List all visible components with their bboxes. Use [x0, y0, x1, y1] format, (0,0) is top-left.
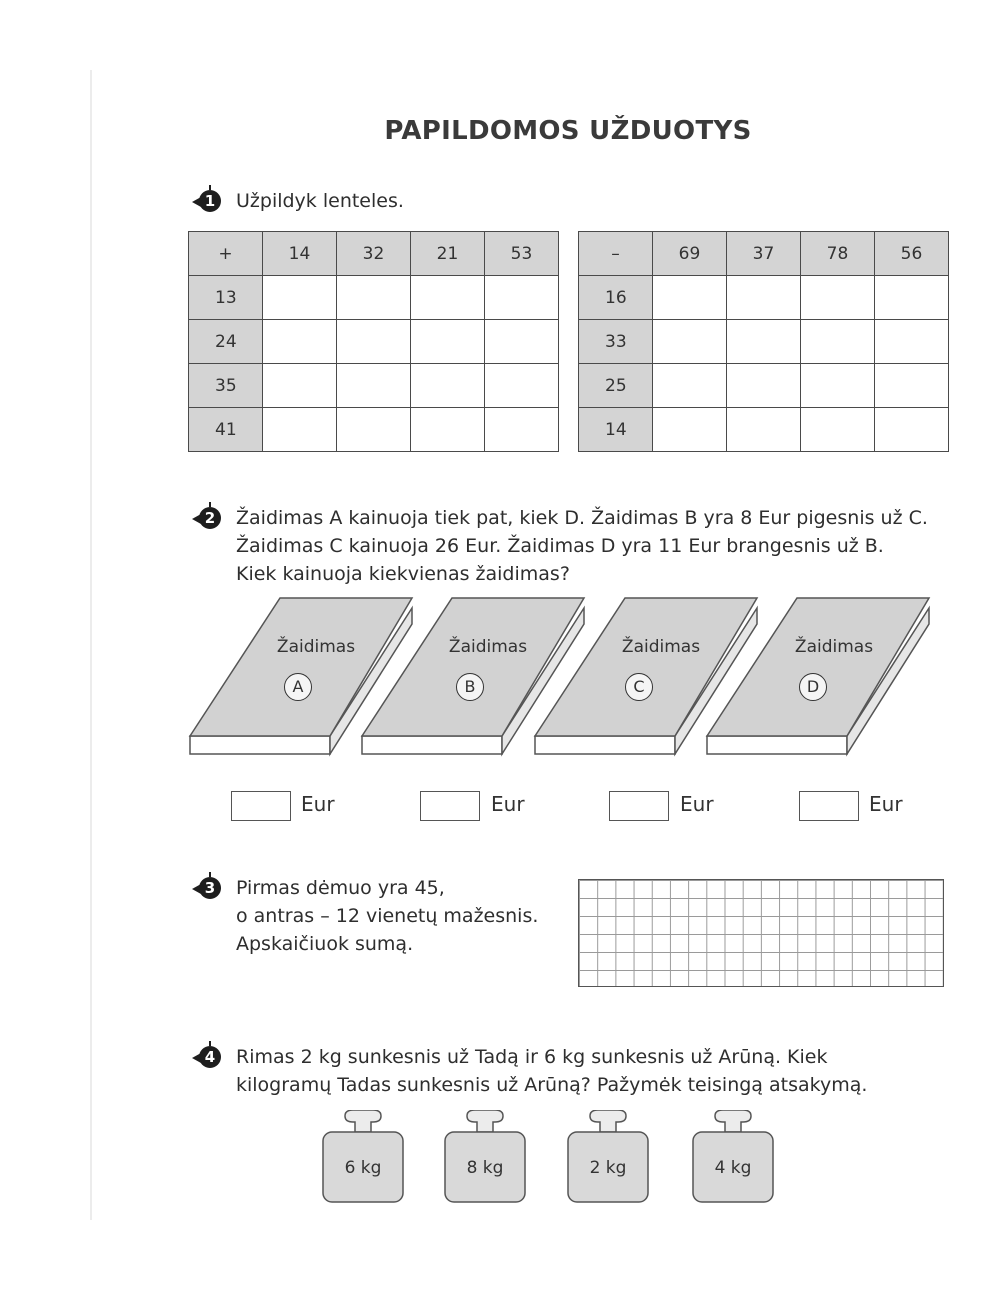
subtraction-row-header: 25: [579, 364, 653, 408]
answer-cell[interactable]: [875, 408, 949, 452]
answer-cell[interactable]: [801, 276, 875, 320]
currency-label: Eur: [491, 792, 525, 816]
answer-cell[interactable]: [411, 408, 485, 452]
currency-label: Eur: [869, 792, 903, 816]
game-label: Žaidimas: [621, 637, 701, 657]
currency-label: Eur: [680, 792, 714, 816]
weight-option[interactable]: 6 kg: [344, 1158, 382, 1178]
game-letter-circle: B: [456, 673, 484, 701]
game-letter-circle: A: [284, 673, 312, 701]
answer-cell[interactable]: [875, 320, 949, 364]
weight-icon: [568, 1110, 648, 1202]
game-letter-circle: C: [625, 673, 653, 701]
task-1-instruction: Užpildyk lenteles.: [236, 190, 404, 212]
task-4-line: Rimas 2 kg sunkesnis už Tadą ir 6 kg sunkesnis už Arūną. Kiek: [236, 1046, 828, 1068]
task-3-line: o antras – 12 vienetų mažesnis.: [236, 905, 539, 927]
subtraction-col-header: 56: [875, 232, 949, 276]
page-title: PAPILDOMOS UŽDUOTYS: [384, 116, 752, 146]
subtraction-operator: –: [579, 232, 653, 276]
answer-cell[interactable]: [727, 408, 801, 452]
answer-cell[interactable]: [411, 320, 485, 364]
price-answer-box-d[interactable]: [799, 791, 859, 821]
game-letter-circle: D: [799, 673, 827, 701]
weight-option[interactable]: 8 kg: [466, 1158, 504, 1178]
addition-row-header: 35: [189, 364, 263, 408]
answer-cell[interactable]: [727, 276, 801, 320]
answer-cell[interactable]: [411, 364, 485, 408]
price-answer-box-c[interactable]: [609, 791, 669, 821]
answer-cell[interactable]: [653, 320, 727, 364]
game-label: Žaidimas: [276, 637, 356, 657]
task-2-line: Žaidimas C kainuoja 26 Eur. Žaidimas D yra 11 Eur brangesnis už B.: [236, 535, 884, 557]
subtraction-row-header: 14: [579, 408, 653, 452]
answer-cell[interactable]: [801, 364, 875, 408]
answer-cell[interactable]: [727, 364, 801, 408]
addition-row-header: 24: [189, 320, 263, 364]
weight-icon: [693, 1110, 773, 1202]
subtraction-row-header: 33: [579, 320, 653, 364]
addition-col-header: 53: [485, 232, 559, 276]
game-label: Žaidimas: [794, 637, 874, 657]
task-2-line: Žaidimas A kainuoja tiek pat, kiek D. Žaidimas B yra 8 Eur pigesnis už C.: [236, 507, 928, 529]
task-3-badge: 3: [199, 877, 221, 899]
addition-table: [188, 231, 559, 452]
answer-cell[interactable]: [727, 320, 801, 364]
answer-cell[interactable]: [653, 276, 727, 320]
currency-label: Eur: [301, 792, 335, 816]
answer-cell[interactable]: [411, 276, 485, 320]
addition-col-header: 32: [337, 232, 411, 276]
game-label: Žaidimas: [448, 637, 528, 657]
subtraction-row-header: 16: [579, 276, 653, 320]
answer-cell[interactable]: [801, 408, 875, 452]
task-1-badge: 1: [199, 190, 221, 212]
task-3-text: [236, 874, 566, 958]
addition-row-header: 41: [189, 408, 263, 452]
calculation-grid[interactable]: [578, 879, 944, 987]
subtraction-table: [578, 231, 949, 452]
weight-option[interactable]: 2 kg: [589, 1158, 627, 1178]
answer-cell[interactable]: [801, 320, 875, 364]
answer-cell[interactable]: [337, 364, 411, 408]
answer-cell[interactable]: [485, 320, 559, 364]
addition-operator: +: [189, 232, 263, 276]
scan-page-edge: [90, 70, 92, 1220]
answer-cell[interactable]: [263, 364, 337, 408]
answer-cell[interactable]: [337, 408, 411, 452]
task-2-line: Kiek kainuoja kiekvienas žaidimas?: [236, 563, 570, 585]
task-4-line: kilogramų Tadas sunkesnis už Arūną? Pažymėk teisingą atsakymą.: [236, 1074, 868, 1096]
answer-cell[interactable]: [653, 364, 727, 408]
task-4-text: [236, 1043, 956, 1099]
addition-col-header: 21: [411, 232, 485, 276]
answer-cell[interactable]: [485, 276, 559, 320]
answer-cell[interactable]: [263, 320, 337, 364]
task-2-text: [236, 504, 976, 588]
subtraction-col-header: 69: [653, 232, 727, 276]
subtraction-col-header: 37: [727, 232, 801, 276]
answer-cell[interactable]: [337, 276, 411, 320]
answer-cell[interactable]: [485, 408, 559, 452]
answer-cell[interactable]: [263, 408, 337, 452]
task-4-badge: 4: [199, 1046, 221, 1068]
answer-cell[interactable]: [875, 276, 949, 320]
weight-option[interactable]: 4 kg: [714, 1158, 752, 1178]
answer-cell[interactable]: [485, 364, 559, 408]
answer-cell[interactable]: [653, 408, 727, 452]
price-answer-box-b[interactable]: [420, 791, 480, 821]
weight-icon: [323, 1110, 403, 1202]
task-3-line: Apskaičiuok sumą.: [236, 933, 414, 955]
task-2-badge: 2: [199, 507, 221, 529]
answer-cell[interactable]: [337, 320, 411, 364]
subtraction-col-header: 78: [801, 232, 875, 276]
weight-icon: [445, 1110, 525, 1202]
addition-col-header: 14: [263, 232, 337, 276]
answer-cell[interactable]: [263, 276, 337, 320]
task-3-line: Pirmas dėmuo yra 45,: [236, 877, 445, 899]
price-answer-box-a[interactable]: [231, 791, 291, 821]
addition-row-header: 13: [189, 276, 263, 320]
answer-cell[interactable]: [875, 364, 949, 408]
